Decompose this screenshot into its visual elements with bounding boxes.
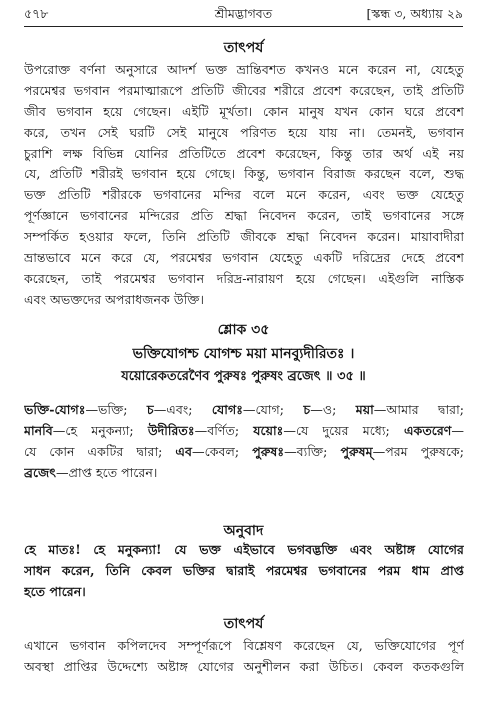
synonym-term: পুরুষঃ xyxy=(252,443,285,459)
text-line: ভক্ত প্রতিটি শরীরকে ভগবানের মন্দির বলে মনে করেন, এবং ভক্ত যেহেতু xyxy=(24,187,464,203)
text-line: হতে পারেন। xyxy=(24,583,86,599)
synonym-meaning: —ভক্তি; xyxy=(85,402,147,417)
synonym-term: ময়া xyxy=(355,402,374,417)
page-number: ৫৭৮ xyxy=(24,6,49,21)
text-line: সম্পর্কিত হওয়ার ফলে, তিনি প্রতিটি জীবকে শ্রদ্ধা নিবেদন করেন। মায়াবাদীরা xyxy=(24,229,464,245)
verse-heading: শ্লোক ৩৫ xyxy=(217,322,270,338)
header-rule xyxy=(24,26,463,27)
synonym-meaning: —বর্ণিত; xyxy=(194,422,254,438)
synonym-line xyxy=(24,400,464,421)
text-line: পরমেশ্বর ভগবান পরমাত্মারূপে প্রতিটি জীবের শরীরে প্রবেশ করেছেন, তাই প্রতিটি xyxy=(24,82,464,98)
text-line: অবস্থা প্রাপ্তির উদ্দেশ্যে অষ্টাঙ্গ যোগের অনুশীলন করা উচিত। কেবল কতকগুলি xyxy=(24,658,464,674)
text-line: করে, তখন সেই ঘরটি সেই মানুষে পরিণত হয়ে যায় না। তেমনই, ভগবান xyxy=(24,124,464,140)
synonym-line xyxy=(24,463,464,484)
synonym-term: ব্রজেৎ xyxy=(24,464,57,480)
text-line: করেছেন, তাই পরমেশ্বর ভগবান দরিদ্র-নারায়ণ হয়ে গেছেন। এইগুলি নাস্তিক xyxy=(24,270,464,286)
synonym-meaning: —পরম পুরুষকে; xyxy=(372,443,464,459)
purport-paragraph xyxy=(24,60,464,311)
synonym-meaning: —আমার দ্বারা; xyxy=(373,402,464,417)
synonym-term: চ xyxy=(303,402,311,417)
text-line: উপরোক্ত বর্ণনা অনুসারে আদর্শ ভক্ত ভ্রান্তিবশত কখনও মনে করেন না, যেহেতু xyxy=(24,62,464,77)
translation-heading: অনুবাদ xyxy=(223,523,264,539)
synonym-meaning: —কেবল; xyxy=(191,443,253,459)
synonym-term: যোগঃ xyxy=(211,402,243,417)
running-header xyxy=(24,6,463,26)
synonym-meaning: — xyxy=(451,422,464,438)
synonym-line xyxy=(24,442,464,463)
synonym-term: মানবি xyxy=(24,422,53,438)
text-line: যে, প্রতিটি শরীরই ভগবান হয়ে গেছে। কিন্তু, ভগবান বিরাজ করছেন বলে, শুদ্ধ xyxy=(24,166,464,182)
synonym-term: যয়োঃ xyxy=(253,422,284,438)
purport-paragraph xyxy=(24,636,464,678)
text-line: পূর্ণজ্ঞানে ভগবানের মন্দিরের প্রতি শ্রদ্ধা নিবেদন করেন, তাই ভগবানের সঙ্গে xyxy=(24,208,464,224)
text-line: এখানে ভগবান কপিলদেব সম্পূর্ণরূপে বিশ্লেষণ করেছেন যে, ভক্তিযোগের পূর্ণ xyxy=(24,638,464,653)
verse-line: যয়োরেকতরেণৈব পুরুষঃ পুরুষং ব্রজেৎ ॥ ৩৫ ॥ xyxy=(121,369,366,384)
synonym-meaning: যে কোন একটির দ্বারা; xyxy=(24,443,176,459)
book-title: শ্রীমদ্ভাগবত xyxy=(214,6,273,21)
synonym-term: উদীরিতঃ xyxy=(147,422,195,438)
translation-paragraph xyxy=(24,540,464,603)
synonym-meaning: —এবং; xyxy=(153,402,212,417)
synonym-meaning: —যোগ; xyxy=(242,402,304,417)
synonym-meaning: —হে মনুকন্যা; xyxy=(52,422,148,438)
verse-line: ভক্তিযোগশ্চ যোগশ্চ ময়া মানব্যুদীরিতঃ । xyxy=(132,346,355,362)
text-line: সাধন করেন, তিনি কেবল ভক্তির দ্বারাই পরমেশ্বর ভগবানের পরম ধাম প্রাপ্ত xyxy=(24,562,464,578)
synonym-line xyxy=(24,421,464,442)
synonym-term: চ xyxy=(146,402,154,417)
synonym-meaning: —ও; xyxy=(310,402,356,417)
text-line: চুরাশি লক্ষ বিভিন্ন যোনির প্রতিটিতে প্রবেশ করেছেন, কিন্তু তার অর্থ এই নয় xyxy=(24,145,464,161)
chapter-reference: [স্কন্ধ ৩, অধ্যায় ২৯ xyxy=(366,6,463,21)
synonyms-paragraph xyxy=(24,400,464,484)
text-line: জীব ভগবান হয়ে গেছেন। এইটি মূর্খতা। কোন মানুষ যখন কোন ঘরে প্রবেশ xyxy=(24,103,464,119)
text-line: হে মাতঃ! হে মনুকন্যা! যে ভক্ত এইভাবে ভগবদ্ভক্তি এবং অষ্টাঙ্গ যোগের xyxy=(24,542,464,557)
text-line: ভ্রান্তভাবে মনে করে যে, পরমেশ্বর ভগবান যেহেতু একটি দরিদ্রের দেহে প্রবেশ xyxy=(24,250,464,266)
synonym-term: ভক্তি-যোগঃ xyxy=(24,402,86,417)
synonym-meaning: —ব্যক্তি; xyxy=(284,443,341,459)
synonym-meaning: —প্রাপ্ত হতে পারেন। xyxy=(56,464,158,480)
synonym-meaning: —যে দুয়ের মধ্যে; xyxy=(283,422,404,438)
purport-heading: তাৎপর্য xyxy=(223,40,264,56)
text-line: এবং অভক্তদের অপরাধজনক উক্তি। xyxy=(24,291,204,307)
purport-heading: তাৎপর্য xyxy=(223,616,264,632)
synonym-term: এব xyxy=(175,443,192,459)
synonym-term: একতরেণ xyxy=(403,422,452,438)
synonym-term: পুরুষম্ xyxy=(340,443,373,459)
